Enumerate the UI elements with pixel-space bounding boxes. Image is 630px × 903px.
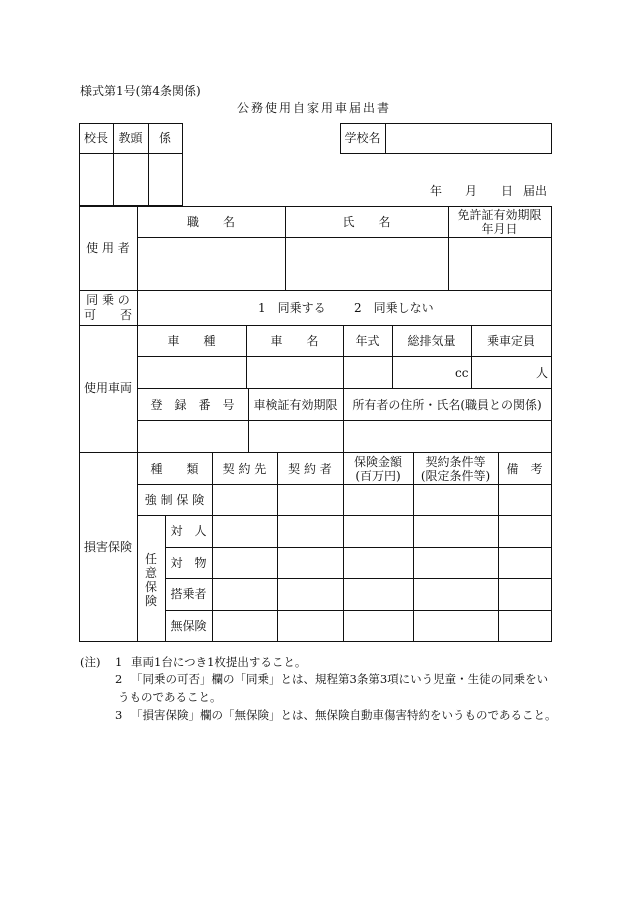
note-number-2: 2 bbox=[115, 672, 123, 686]
displacement-field[interactable] bbox=[393, 357, 453, 388]
license-expiry-subheader: 年月日 bbox=[481, 222, 518, 236]
owner-field[interactable] bbox=[344, 421, 551, 452]
liability-property-label: 対 物 bbox=[170, 556, 207, 570]
page-title: 公務使用自家用車届出書 bbox=[237, 101, 392, 115]
principal-stamp-label: 校長 bbox=[83, 131, 108, 145]
passenger-coverage-label: 搭乗者 bbox=[170, 587, 207, 601]
liability-person-label: 対 人 bbox=[170, 524, 207, 538]
registration-number-header: 登 録 番 号 bbox=[150, 398, 235, 412]
insurer-header: 契 約 先 bbox=[222, 462, 267, 476]
note-text-2: 「同乗の可否」欄の「同乗」とは、規程第3条第3項にいう児童・生徒の同乗をい bbox=[131, 672, 549, 686]
amount-unit-header: (百万円) bbox=[355, 469, 401, 483]
name-header: 氏 名 bbox=[342, 215, 391, 229]
notes-prefix: (注) bbox=[80, 655, 101, 669]
passenger-option-yes[interactable]: 1 同乗する bbox=[258, 301, 326, 315]
passenger-label-line1: 同 乗 の bbox=[86, 293, 130, 307]
date-filed: 届出 bbox=[523, 184, 548, 198]
note-text-3: 「損害保険」欄の「無保険」とは、無保険自動車傷害特約をいうものであること。 bbox=[131, 708, 557, 722]
note-text-2-cont: うものであること。 bbox=[118, 690, 222, 704]
capacity-unit: 人 bbox=[536, 366, 549, 380]
position-header: 職 名 bbox=[186, 215, 235, 229]
vehicle-type-header: 車 種 bbox=[167, 334, 216, 348]
terms-header: 契約条件等 bbox=[425, 455, 486, 469]
position-field[interactable] bbox=[138, 238, 285, 290]
license-expiry-header: 免許証有効期限 bbox=[457, 208, 542, 222]
passenger-option-no[interactable]: 2 同乗しない bbox=[354, 301, 434, 315]
vehicle-name-field[interactable] bbox=[247, 357, 343, 388]
terms-subheader: (限定条件等) bbox=[420, 469, 491, 483]
passenger-label-line2: 可 否 bbox=[83, 308, 132, 322]
capacity-field[interactable] bbox=[472, 357, 534, 388]
owner-header: 所有者の住所・氏名(職員との関係) bbox=[352, 398, 542, 412]
vehicle-type-field[interactable] bbox=[138, 357, 246, 388]
vice-principal-stamp-label: 教頭 bbox=[118, 131, 143, 145]
name-field[interactable] bbox=[286, 238, 448, 290]
displacement-unit: cc bbox=[455, 366, 469, 380]
contractor-header: 契 約 者 bbox=[288, 462, 332, 476]
displacement-header: 総排気量 bbox=[407, 334, 456, 348]
inspection-expiry-field[interactable] bbox=[249, 421, 343, 452]
vehicle-label: 使用車両 bbox=[83, 381, 132, 395]
date-year: 年 bbox=[430, 184, 443, 198]
capacity-header: 乗車定員 bbox=[486, 334, 535, 348]
vehicle-name-header: 車 名 bbox=[270, 334, 319, 348]
date-month: 月 bbox=[465, 184, 478, 198]
vehicle-year-header: 年式 bbox=[355, 334, 380, 348]
insurance-label: 損害保険 bbox=[83, 540, 132, 554]
date-day: 日 bbox=[501, 184, 514, 198]
amount-header: 保険金額 bbox=[353, 455, 402, 469]
compulsory-insurance-label: 強 制 保 険 bbox=[144, 493, 205, 507]
note-number-1: 1 bbox=[115, 655, 123, 669]
staff-stamp-label: 係 bbox=[158, 131, 171, 145]
license-expiry-field[interactable] bbox=[449, 238, 551, 290]
form-number: 様式第1号(第4条関係) bbox=[80, 84, 201, 98]
inspection-expiry-header: 車検証有効期限 bbox=[253, 398, 338, 412]
registration-number-field[interactable] bbox=[138, 421, 248, 452]
remarks-header: 備 考 bbox=[506, 462, 543, 476]
school-name-label: 学校名 bbox=[344, 131, 381, 145]
insurance-kind-header: 種 類 bbox=[150, 462, 199, 476]
uninsured-coverage-label: 無保険 bbox=[170, 619, 207, 633]
vehicle-year-field[interactable] bbox=[344, 357, 392, 388]
user-label: 使 用 者 bbox=[86, 241, 130, 255]
note-number-3: 3 bbox=[115, 708, 123, 722]
note-text-1: 車両1台につき1枚提出すること。 bbox=[131, 655, 307, 669]
